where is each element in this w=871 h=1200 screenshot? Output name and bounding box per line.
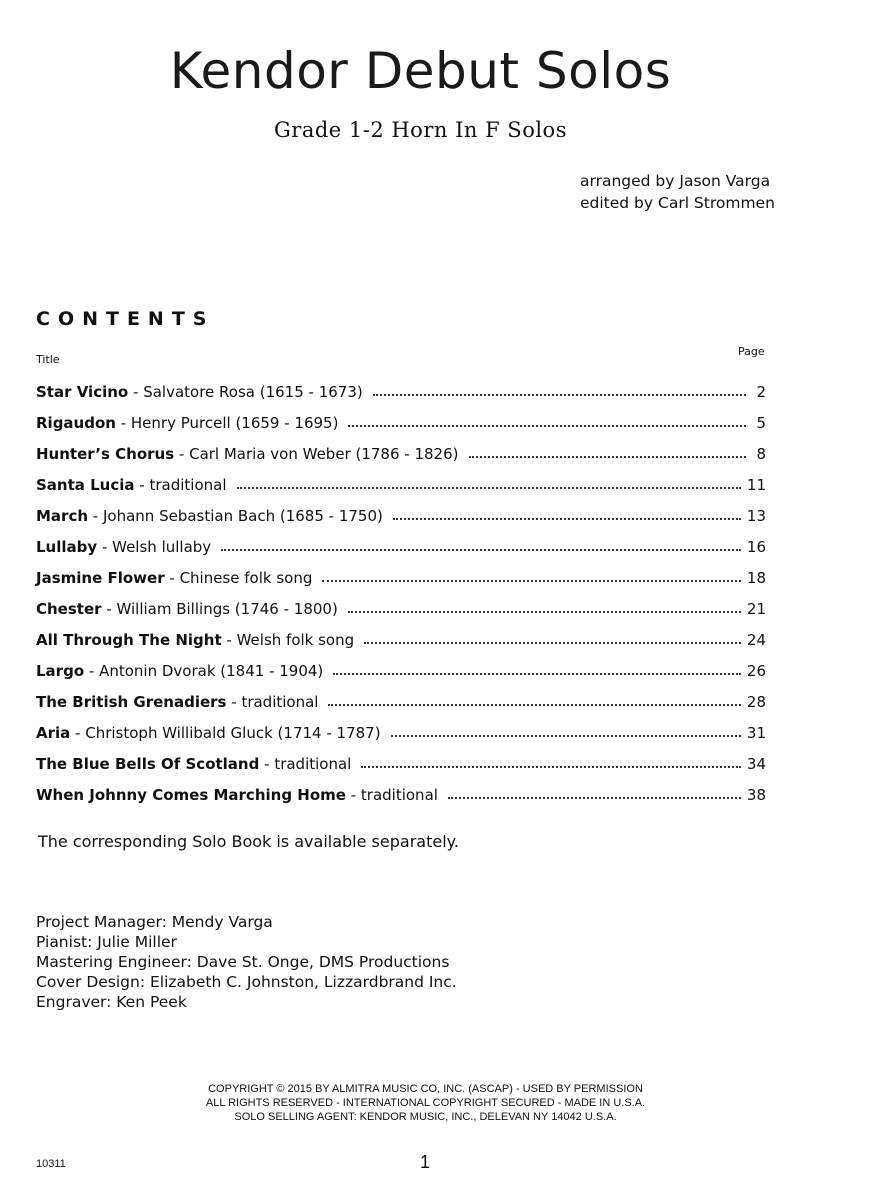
toc-entry-leader xyxy=(393,518,741,520)
toc-entry-page: 8 xyxy=(756,445,766,463)
toc-entry-separator: - xyxy=(259,755,275,773)
toc-entry xyxy=(36,370,766,401)
toc-entry-page: 26 xyxy=(746,662,766,680)
toc-entry-title: Santa Lucia xyxy=(36,476,135,494)
staff-line: Engraver: Ken Peek xyxy=(36,993,187,1011)
contents-heading: CONTENTS xyxy=(36,308,215,330)
catalog-number: 10311 xyxy=(36,1158,66,1170)
toc-entry-title: Jasmine Flower xyxy=(36,569,165,587)
toc-entry-separator: - xyxy=(115,414,131,432)
toc-entry-separator: - xyxy=(164,569,180,587)
solo-book-note: The corresponding Solo Book is available separately. xyxy=(38,832,459,851)
toc-entry-separator: - xyxy=(174,445,190,463)
toc-entry xyxy=(36,525,766,556)
toc-entry-page: 18 xyxy=(746,569,766,587)
toc-entry-page: 38 xyxy=(746,786,766,804)
toc-entry-leader xyxy=(364,642,741,644)
toc-entry-separator: - xyxy=(128,383,144,401)
toc-entry xyxy=(36,773,766,804)
toc-entry-description: Antonin Dvorak (1841 - 1904) xyxy=(99,662,324,680)
toc-entry xyxy=(36,556,766,587)
toc-entry-description: Henry Purcell (1659 - 1695) xyxy=(130,414,339,432)
table-of-contents xyxy=(36,370,766,804)
toc-entry-separator: - xyxy=(226,693,242,711)
toc-entry-separator: - xyxy=(97,538,113,556)
toc-entry-title: The Blue Bells Of Scotland xyxy=(36,755,260,773)
toc-entry-page: 5 xyxy=(756,414,766,432)
toc-entry-title: The British Grenadiers xyxy=(36,693,227,711)
toc-entry-page: 34 xyxy=(746,755,766,773)
toc-entry-page: 13 xyxy=(746,507,766,525)
toc-entry-separator: - xyxy=(70,724,86,742)
copyright-line: COPYRIGHT © 2015 BY ALMITRA MUSIC CO, INC. (ASCAP) - USED BY PERMISSION xyxy=(208,1083,643,1095)
toc-entry-title: Star Vicino xyxy=(36,383,129,401)
toc-entry-title: Hunter’s Chorus xyxy=(36,445,175,463)
toc-entry-page: 31 xyxy=(746,724,766,742)
toc-entry-title: Lullaby xyxy=(36,538,98,556)
staff-line: Pianist: Julie Miller xyxy=(36,933,177,951)
toc-entry-description: Welsh lullaby xyxy=(112,538,212,556)
toc-entry-leader xyxy=(221,549,741,551)
toc-entry xyxy=(36,680,766,711)
toc-entry xyxy=(36,711,766,742)
toc-entry-page: 2 xyxy=(756,383,766,401)
toc-entry-page: 24 xyxy=(746,631,766,649)
toc-entry-title: March xyxy=(36,507,89,525)
copyright-line: SOLO SELLING AGENT: KENDOR MUSIC, INC., DELEVAN NY 14042 U.S.A. xyxy=(234,1111,617,1123)
toc-entry-description: William Billings (1746 - 1800) xyxy=(116,600,338,618)
toc-entry-separator: - xyxy=(84,662,100,680)
toc-entry xyxy=(36,649,766,680)
toc-entry-leader xyxy=(361,766,741,768)
toc-entry-separator: - xyxy=(221,631,237,649)
toc-entry-description: Johann Sebastian Bach (1685 - 1750) xyxy=(102,507,383,525)
toc-entry xyxy=(36,432,766,463)
toc-entry-description: Carl Maria von Weber (1786 - 1826) xyxy=(189,445,459,463)
toc-entry-title: Chester xyxy=(36,600,102,618)
toc-entry-page: 21 xyxy=(746,600,766,618)
editor-credit: edited by Carl Strommen xyxy=(580,194,775,212)
toc-entry-leader xyxy=(348,611,741,613)
column-header-page: Page xyxy=(738,345,765,358)
toc-entry xyxy=(36,463,766,494)
toc-entry-page: 16 xyxy=(746,538,766,556)
toc-entry-title: Largo xyxy=(36,662,85,680)
toc-entry-page: 28 xyxy=(746,693,766,711)
toc-entry-leader xyxy=(322,580,741,582)
toc-entry-separator: - xyxy=(345,786,361,804)
page-number: 1 xyxy=(420,1152,431,1172)
toc-entry-leader xyxy=(328,704,740,706)
toc-entry-leader xyxy=(469,456,747,458)
staff-line: Mastering Engineer: Dave St. Onge, DMS Productions xyxy=(36,953,450,971)
toc-entry-leader xyxy=(391,735,741,737)
toc-entry-leader xyxy=(448,797,741,799)
toc-entry-description: traditional xyxy=(360,786,438,804)
toc-entry-leader xyxy=(373,394,746,396)
toc-entry-separator: - xyxy=(134,476,150,494)
toc-entry-description: traditional xyxy=(241,693,319,711)
staff-credits xyxy=(36,912,457,1012)
toc-entry-separator: - xyxy=(101,600,117,618)
toc-entry-leader xyxy=(348,425,746,427)
toc-entry-title: Rigaudon xyxy=(36,414,116,432)
toc-entry-description: Christoph Willibald Gluck (1714 - 1787) xyxy=(85,724,381,742)
staff-line: Project Manager: Mendy Varga xyxy=(36,913,273,931)
toc-entry xyxy=(36,742,766,773)
book-title: Kendor Debut Solos xyxy=(169,42,672,100)
column-header-title: Title xyxy=(36,353,60,366)
toc-entry-leader xyxy=(237,487,741,489)
toc-entry xyxy=(36,494,766,525)
toc-entry-title: When Johnny Comes Marching Home xyxy=(36,786,346,804)
arranger-credit: arranged by Jason Varga xyxy=(580,172,771,190)
toc-entry-title: All Through The Night xyxy=(36,631,222,649)
toc-entry-description: traditional xyxy=(274,755,352,773)
toc-entry-description: Welsh folk song xyxy=(236,631,355,649)
toc-entry-description: Salvatore Rosa (1615 - 1673) xyxy=(143,383,363,401)
copyright-line: ALL RIGHTS RESERVED - INTERNATIONAL COPYRIGHT SECURED - MADE IN U.S.A. xyxy=(205,1097,646,1109)
credits xyxy=(580,170,775,214)
toc-entry-separator: - xyxy=(88,507,103,525)
toc-entry-description: Chinese folk song xyxy=(179,569,313,587)
toc-entry-title: Aria xyxy=(36,724,71,742)
toc-entry-page: 11 xyxy=(746,476,766,494)
toc-entry-description: traditional xyxy=(149,476,227,494)
toc-entry xyxy=(36,618,766,649)
toc-entry xyxy=(36,401,766,432)
toc-entry-leader xyxy=(333,673,741,675)
book-subtitle: Grade 1-2 Horn In F Solos xyxy=(274,118,567,142)
copyright-notice xyxy=(0,1082,851,1124)
toc-entry xyxy=(36,587,766,618)
staff-line: Cover Design: Elizabeth C. Johnston, Lizzardbrand Inc. xyxy=(36,973,457,991)
